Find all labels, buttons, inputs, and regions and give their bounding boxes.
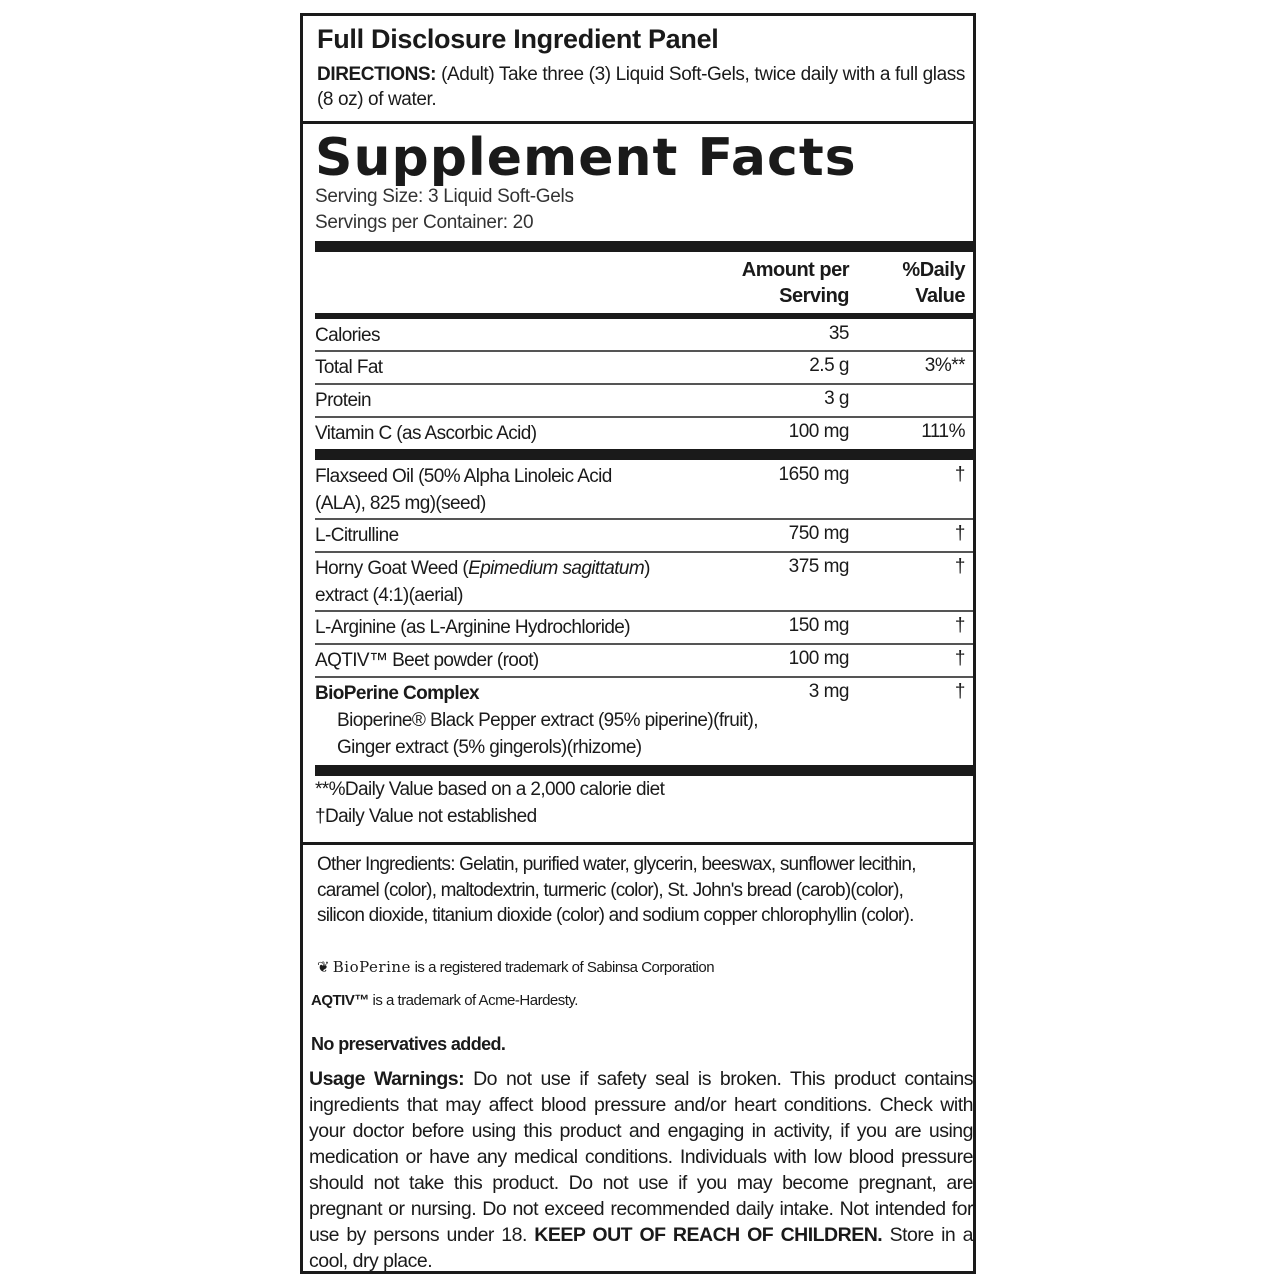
supplement-facts-title: Supplement Facts (315, 128, 857, 188)
row-bioperine-complex-amount: 3 mg (808, 681, 849, 702)
usage-warnings-text: Do not use if safety seal is broken. This product contains ingredients that may affect blood pressure and/or heart conditions. Check with your doctor before using this product and engaging in activity, if you are using medication or have any medical conditions. Individuals with low blood pressure should not take this product. Do not use if you may become pregnant, are pregnant or nursing. Do not exceed recommended daily intake. Not intended for use by persons under 18. (309, 1068, 973, 1246)
row-bioperine-sub2: Ginger extract (5% gingerols)(rhizome) (337, 737, 642, 758)
aqtiv-trademark (311, 992, 578, 1009)
thick-divider (315, 241, 973, 252)
medium-divider (315, 313, 973, 319)
row-divider (315, 350, 973, 352)
thick-divider (315, 765, 973, 776)
row-flaxseed-dv: † (954, 464, 965, 485)
amount-header-line1: Amount per (741, 259, 849, 281)
servings-per-container: Servings per Container: 20 (315, 212, 534, 233)
daily-value-header (902, 257, 965, 309)
amount-header-line2: Serving (779, 285, 849, 307)
row-arginine-dv: † (954, 615, 965, 636)
serving-size: Serving Size: 3 Liquid Soft-Gels (315, 186, 574, 207)
row-beet-label: AQTIV™ Beet powder (root) (315, 650, 539, 671)
usage-warnings-label: Usage Warnings: (309, 1068, 465, 1090)
other-ingredients: Other Ingredients: Gelatin, purified water, glycerin, beeswax, sunflower lecithin, caramel (color), maltodextrin, turmeric (color), St. John's bread (carob)(color), silicon dioxide, titanium dioxide (color) and sodium copper chlorophyllin (color). (317, 854, 916, 926)
bioperine-trademark (317, 958, 714, 976)
row-protein-label: Protein (315, 390, 372, 411)
row-divider (315, 676, 973, 678)
directions-text (317, 62, 965, 112)
row-total-fat-amount: 2.5 g (809, 355, 849, 376)
row-divider (315, 518, 973, 520)
thick-divider (315, 449, 973, 460)
aqtiv-tm-text: is a trademark of Acme-Hardesty. (368, 992, 578, 1009)
row-arginine-label: L-Arginine (as L-Arginine Hydrochloride) (315, 617, 630, 638)
row-citrulline-amount: 750 mg (788, 523, 849, 544)
row-beet-amount: 100 mg (788, 648, 849, 669)
row-horny-goat-weed-dv: † (954, 556, 965, 577)
directions-section (303, 16, 973, 124)
row-divider (315, 383, 973, 385)
aqtiv-logo: AQTIV™ (311, 992, 369, 1009)
row-vitamin-c-dv: 111% (921, 421, 965, 442)
row-divider (315, 643, 973, 645)
bioperine-tm-text: is a registered trademark of Sabinsa Corporation (410, 959, 715, 976)
row-total-fat-label: Total Fat (315, 357, 383, 378)
dv-header-line2: Value (915, 285, 965, 307)
row-calories-label: Calories (315, 325, 380, 346)
row-bioperine-sub1: Bioperine® Black Pepper extract (95% piperine)(fruit), (337, 710, 758, 731)
footnote-not-established: †Daily Value not established (315, 806, 537, 827)
row-flaxseed-label (315, 463, 612, 517)
row-flaxseed-label-line2: (ALA), 825 mg)(seed) (315, 493, 486, 514)
no-preservatives: No preservatives added. (311, 1034, 506, 1054)
row-horny-goat-weed-amount: 375 mg (788, 556, 849, 577)
dv-header-line1: %Daily (902, 259, 965, 281)
hgw-text-c: ) (644, 558, 650, 579)
keep-out-of-reach: KEEP OUT OF REACH OF CHILDREN. (534, 1224, 883, 1246)
row-divider (315, 416, 973, 418)
row-horny-goat-weed-label-line1 (315, 555, 650, 582)
panel-title: Full Disclosure Ingredient Panel (317, 24, 719, 54)
row-divider (315, 551, 973, 553)
row-beet-dv: † (954, 648, 965, 669)
row-flaxseed-amount: 1650 mg (778, 464, 849, 485)
row-total-fat-dv: 3%** (924, 355, 965, 376)
ingredient-panel (300, 13, 976, 1274)
row-flaxseed-label-line1: Flaxseed Oil (50% Alpha Linoleic Acid (315, 466, 612, 487)
row-vitamin-c-amount: 100 mg (788, 421, 849, 442)
bioperine-logo: BioPerine (332, 958, 411, 976)
section-divider (303, 842, 973, 845)
directions-label: DIRECTIONS: (317, 64, 437, 85)
row-horny-goat-weed-label-line2: extract (4:1)(aerial) (315, 585, 463, 606)
usage-warnings (309, 1066, 973, 1274)
directions-body: (Adult) Take three (3) Liquid Soft-Gels, twice daily with a full glass (8 oz) of water. (317, 64, 965, 110)
row-citrulline-dv: † (954, 523, 965, 544)
row-bioperine-complex-label: BioPerine Complex (315, 683, 480, 704)
row-citrulline-label: L-Citrulline (315, 525, 399, 546)
row-vitamin-c-label: Vitamin C (as Ascorbic Acid) (315, 423, 537, 444)
hgw-text-a: Horny Goat Weed ( (315, 558, 469, 579)
row-protein-amount: 3 g (824, 388, 849, 409)
leaf-icon: ❦ (317, 959, 330, 976)
row-calories-amount: 35 (828, 323, 849, 344)
footnote-daily-value: **%Daily Value based on a 2,000 calorie diet (315, 779, 665, 800)
amount-header (742, 257, 849, 309)
storage-text: Store in a cool, dry place. (309, 1224, 973, 1272)
row-arginine-amount: 150 mg (788, 615, 849, 636)
hgw-latin-name: Epimedium sagittatum (468, 558, 645, 579)
row-divider (315, 610, 973, 612)
row-bioperine-complex-dv: † (954, 681, 965, 702)
row-horny-goat-weed-label (315, 555, 650, 609)
